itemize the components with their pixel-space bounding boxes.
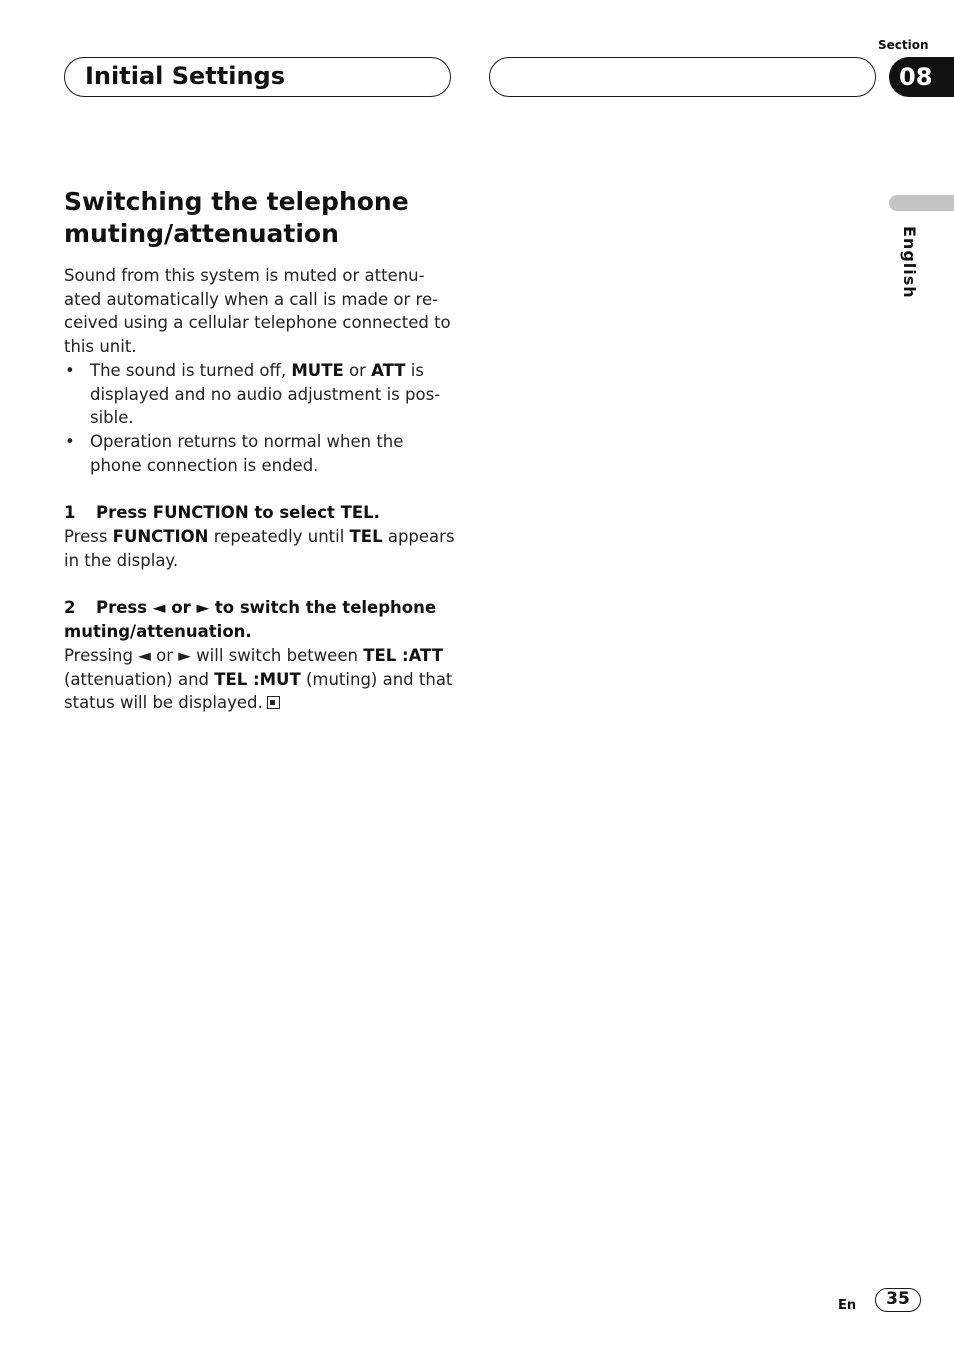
intro-paragraph: Sound from this system is muted or attenu-ated automatically when a call is made or re-ceived using a cellular telephone connected to this unit. <box>64 266 451 357</box>
step-keyword: FUNCTION <box>112 527 209 547</box>
step-number: 2 <box>64 598 76 618</box>
bullet-keyword: MUTE <box>291 360 344 380</box>
page-heading: Switching the telephone muting/attenuation <box>64 187 409 248</box>
step-number: 1 <box>64 503 76 523</box>
header-right-frame <box>489 57 876 97</box>
bullet-text: The sound is turned off, <box>90 360 292 380</box>
section-number: 08 <box>899 63 933 91</box>
bullet-text: or <box>343 360 372 380</box>
bullet-keyword: ATT <box>371 360 406 380</box>
step-text: repeatedly until <box>208 527 350 547</box>
step-title-text: Press ◄ or ► to switch the telephone muting/attenuation. <box>64 598 437 642</box>
step-text: Pressing ◄ or ► will switch between <box>64 645 364 665</box>
page-section-title: Initial Settings <box>85 62 286 90</box>
step-text: (attenuation) and <box>64 669 215 689</box>
step-text: appears in the display. <box>64 527 455 570</box>
list-item <box>64 430 456 477</box>
end-mark-icon <box>267 696 280 709</box>
section-label: Section <box>878 38 929 52</box>
step-keyword: TEL :MUT <box>214 669 301 689</box>
step-2-title <box>64 596 456 643</box>
page-number: 35 <box>875 1288 921 1312</box>
bullet-text: Operation returns to normal when the phone connection is ended. <box>90 431 404 475</box>
language-label: English <box>900 226 919 299</box>
step-2-body <box>64 644 456 715</box>
step-text: (muting) and that status will be displayed. <box>64 669 453 713</box>
language-tab-bar <box>889 195 954 211</box>
bullet-text: is displayed and no audio adjustment is pos-sible. <box>90 360 441 428</box>
step-text: Press <box>64 527 113 547</box>
header-title-frame <box>64 57 451 97</box>
step-keyword: TEL :ATT <box>363 645 443 665</box>
main-content <box>64 186 456 715</box>
bullet-list <box>64 359 456 478</box>
step-title-text: Press FUNCTION to select TEL. <box>96 503 380 523</box>
section-tab <box>889 57 954 97</box>
footer-language: En <box>838 1298 857 1313</box>
step-1-title <box>64 501 456 525</box>
step-1-body <box>64 525 456 572</box>
list-item <box>64 359 456 430</box>
step-keyword: TEL <box>349 527 383 547</box>
